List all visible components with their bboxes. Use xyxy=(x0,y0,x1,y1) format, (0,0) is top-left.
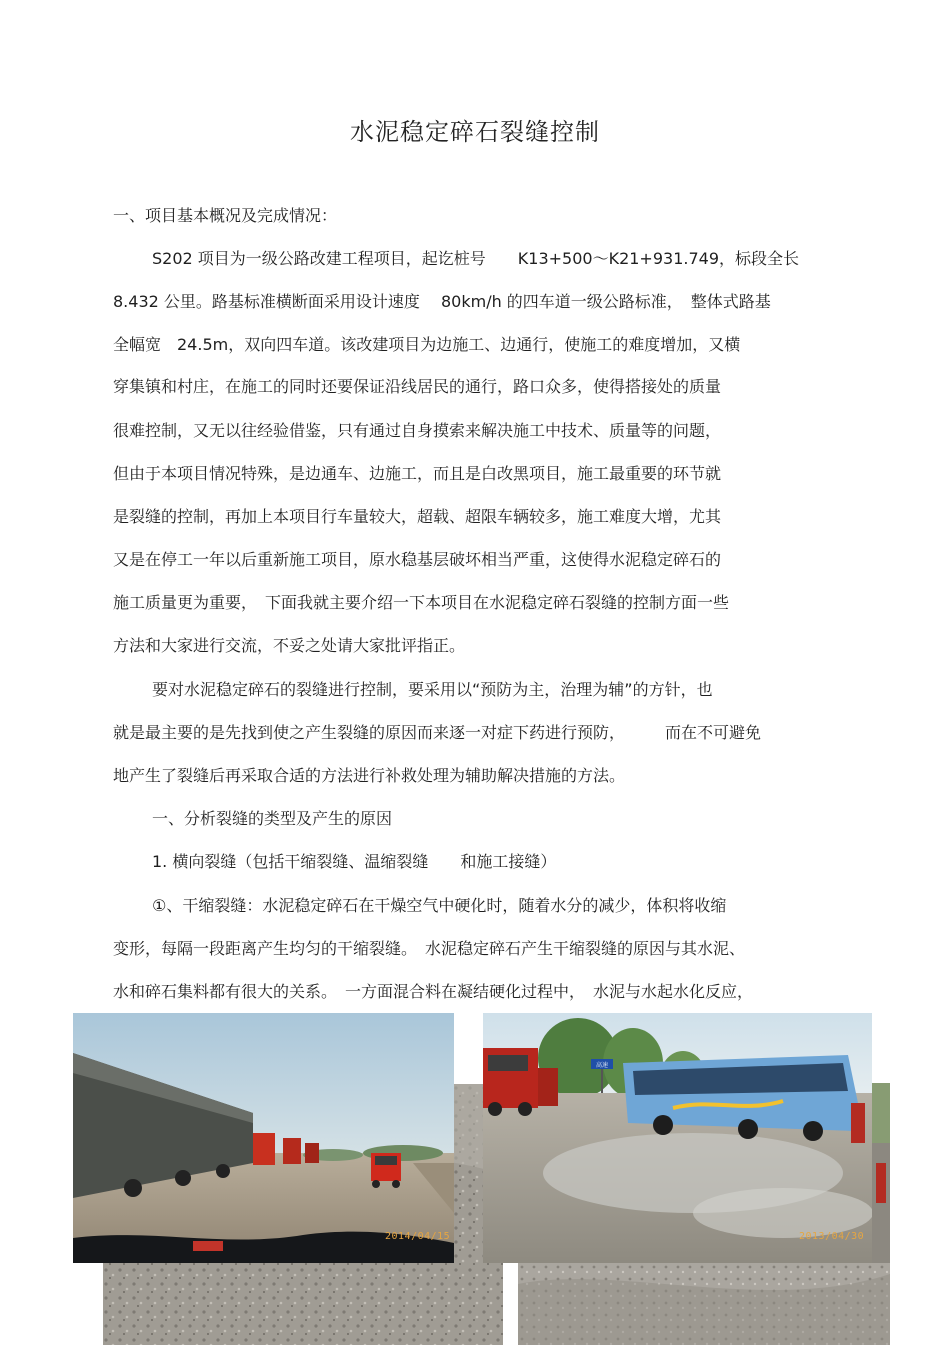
subsection-heading: 一、分析裂缝的类型及产生的原因 xyxy=(152,809,393,828)
paragraph-line: 变形，每隔一段距离产生均匀的干缩裂缝。 水泥稳定碎石产生干缩裂缝的原因与其水泥、 xyxy=(113,939,746,958)
paragraph-line: 是裂缝的控制，再加上本项目行车量较大，超载、超限车辆较多，施工难度大增，尤其 xyxy=(113,507,722,526)
trucks-road-photo xyxy=(73,1013,454,1263)
trucks-road-scene xyxy=(73,1013,454,1263)
bus-road-scene xyxy=(483,1013,872,1263)
paragraph-line: S202 项目为一级公路改建工程项目，起讫桩号 K13+500～K21+931.749，标段全长 xyxy=(152,249,800,268)
edge-strip-scene xyxy=(872,1083,890,1263)
paragraph-line: 穿集镇和村庄，在施工的同时还要保证沿线居民的通行，路口众多，使得搭接处的质量 xyxy=(113,377,722,396)
road-sign-text: 高速 xyxy=(595,1062,609,1069)
photo-date-stamp: 2014/04/15 xyxy=(385,1231,451,1242)
right-edge-photo-strip xyxy=(872,1083,890,1263)
paragraph-line: 又是在停工一年以后重新施工项目，原水稳基层破坏相当严重，这使得水泥稳定碎石的 xyxy=(113,550,722,569)
paragraph-line: 要对水泥稳定碎石的裂缝进行控制，要采用以“预防为主，治理为辅”的方针，也 xyxy=(152,680,713,699)
paragraph-line: 很难控制，又无以往经验借鉴，只有通过自身摸索来解决施工中技术、质量等的问题， xyxy=(113,421,722,440)
paragraph-line: 水和碎石集料都有很大的关系。 一方面混合料在凝结硬化过程中， 水泥与水起水化反应， xyxy=(113,982,754,1001)
paragraph-line: 施工质量更为重要， 下面我就主要介绍一下本项目在水泥稳定碎石裂缝的控制方面一些 xyxy=(113,593,730,612)
paragraph-line: 全幅宽 24.5m，双向四车道。该改建项目为边施工、边通行，使施工的难度增加，又横 xyxy=(113,335,741,354)
paragraph-line: 地产生了裂缝后再采取合适的方法进行补救处理为辅助解决措施的方法。 xyxy=(113,766,626,785)
paragraph-line: 就是最主要的是先找到使之产生裂缝的原因而来逐一对症下药进行预防， 而在不可避免 xyxy=(113,723,762,742)
section-heading: 一、项目基本概况及完成情况： xyxy=(113,206,338,225)
paragraph-line: 8.432 公里。路基标准横断面采用设计速度 80km/h 的四车道一级公路标准， 整体式路基 xyxy=(113,292,771,311)
paragraph-line: 但由于本项目情况特殊，是边通车、边施工，而且是白改黑项目，施工最重要的环节就 xyxy=(113,464,722,483)
bus-wet-road-photo xyxy=(483,1013,872,1263)
paragraph-line: ①、干缩裂缝：水泥稳定碎石在干燥空气中硬化时，随着水分的减少，体积将收缩 xyxy=(152,896,727,915)
document-title: 水泥稳定碎石裂缝控制 xyxy=(350,118,600,146)
subsection-item: 1. 横向裂缝（包括干缩裂缝、温缩裂缝 和施工接缝） xyxy=(152,852,557,871)
paragraph-line: 方法和大家进行交流，不妥之处请大家批评指正。 xyxy=(113,636,466,655)
photo-date-stamp: 2013/04/30 xyxy=(799,1231,865,1242)
